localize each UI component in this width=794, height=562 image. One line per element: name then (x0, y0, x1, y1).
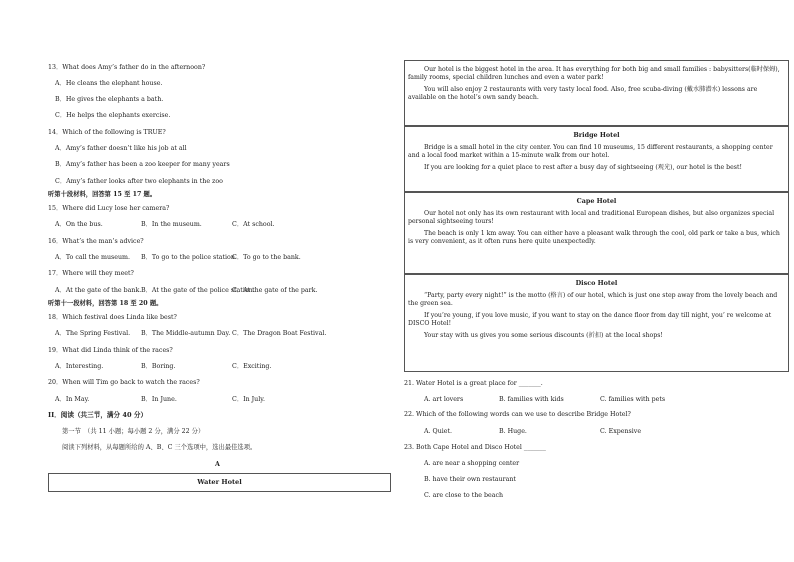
option-15a: A．On the bus. (55, 221, 103, 228)
water-hotel-box (404, 60, 789, 126)
bridge-hotel-paragraph-1: Bridge is a small hotel in the city center. You can find 10 museums, 15 different restaurants, a shopping center and a local food market within a 15-minute walk from our hotel. (408, 144, 773, 159)
option-20c: C．In July. (232, 396, 265, 403)
disco-hotel-box (404, 274, 789, 372)
question-14: 14．Which of the following is TRUE? (48, 129, 166, 136)
option-16a: A．To call the museum. (55, 254, 130, 261)
disco-hotel-title: Disco Hotel (575, 279, 618, 287)
question-21: 21. Water Hotel is a great place for _______. (404, 380, 543, 387)
option-17a: A．At the gate of the bank. (55, 287, 142, 294)
option-15c: C．At school. (232, 221, 275, 228)
option-20a: A．In May. (55, 396, 90, 403)
cape-hotel-paragraph-1: Our hotel not only has its own restaurant with local and traditional European dishes, but also organizes special personal sightseeing tours! (408, 210, 775, 225)
water-hotel-title: Water Hotel (197, 478, 242, 486)
option-23c: C. are close to the beach (424, 492, 504, 499)
option-16c: C．To go to the bank. (232, 254, 301, 261)
option-22c: C. Expensive (600, 428, 642, 435)
option-15b: B．In the museum. (141, 221, 202, 228)
option-18c: C．The Dragon Boat Festival. (232, 330, 327, 337)
option-22a: A. Quiet. (424, 428, 453, 435)
option-16b: B．To go to the police station. (141, 254, 237, 261)
cape-hotel-box (404, 192, 789, 274)
option-14c: C．Amy’s father looks after two elephants in the zoo (55, 178, 223, 185)
option-18a: A．The Spring Festival. (55, 330, 131, 337)
bridge-hotel-paragraph-2: If you are looking for a quiet place to rest after a busy day of sightseeing (观光), our hotel is the best! (424, 164, 742, 171)
question-23: 23. Both Cape Hotel and Disco Hotel _______ (404, 444, 546, 451)
option-13c: C．He helps the elephants exercise. (55, 112, 171, 119)
water-hotel-title-box (48, 473, 391, 492)
option-23b: B. have their own restaurant (424, 476, 516, 483)
disco-hotel-paragraph-2: If you’re young, if you love music, if you want to stay on the dance floor from day till night, you’ re welcome at DISCO Hotel! (408, 312, 772, 327)
option-13a: A．He cleans the elephant house. (55, 80, 163, 87)
option-22b: B. Huge. (499, 428, 527, 435)
option-14a: A．Amy’s father doesn’t like his job at all (55, 145, 187, 152)
water-hotel-paragraph-2: You will also enjoy 2 restaurants with very tasty local food. Also, free scuba-diving (戴水肺潜水) lessons are available on the hotel’s own sandy beach. (408, 86, 758, 101)
option-17c: C．At the gate of the park. (232, 287, 318, 294)
passage-label: A (215, 461, 220, 468)
cape-hotel-paragraph-2: The beach is only 1 km away. You can either have a pleasant walk through the cool, old park or take a bus, which is very convenient, as it often runs here quite unexpectedly. (408, 230, 780, 245)
disco-hotel-paragraph-3: Your stay with us gives you some serious discounts (折扣) at the local shops! (424, 332, 663, 339)
option-21b: B. families with kids (499, 396, 564, 403)
option-19b: B．Boring. (141, 363, 176, 370)
bridge-hotel-box (404, 126, 789, 192)
question-16: 16．What’s the man’s advice? (48, 238, 144, 245)
question-19: 19．What did Linda think of the races? (48, 347, 173, 354)
option-13b: B．He gives the elephants a bath. (55, 96, 164, 103)
question-13: 13．What does Amy’s father do in the afternoon? (48, 64, 206, 71)
question-22: 22. Which of the following words can we use to describe Bridge Hotel? (404, 411, 631, 418)
bridge-hotel-title: Bridge Hotel (573, 131, 620, 139)
section-reading-heading: II．阅读（共三节，满分 40 分） (48, 411, 148, 419)
part-one-heading: 第一节 （共 11 小题；每小题 2 分，满分 22 分） (62, 428, 205, 435)
question-15: 15．Where did Lucy lose her camera? (48, 205, 170, 212)
option-23a: A. are near a shopping center (424, 460, 520, 467)
water-hotel-paragraph-1: Our hotel is the biggest hotel in the area. It has everything for both big and small families : babysitters(临时保姆), family rooms, special children lunches and even a water park! (408, 66, 780, 81)
disco-hotel-paragraph-1: “Party, party every night!” is the motto (格言) of our hotel, which is just one step away from the lovely beach and the green sea. (408, 292, 778, 307)
option-21c: C. families with pets (600, 396, 666, 403)
option-19c: C．Exciting. (232, 363, 272, 370)
option-19a: A．Interesting. (55, 363, 104, 370)
option-18b: B．The Middle-autumn Day. (141, 330, 231, 337)
option-20b: B．In June. (141, 396, 177, 403)
question-18: 18．Which festival does Linda like best? (48, 314, 177, 321)
option-14b: B．Amy’s father has been a zoo keeper for many years (55, 161, 230, 168)
cape-hotel-title: Cape Hotel (576, 197, 617, 205)
instruction-15-17: 听第十段材料，回答第 15 至 17 题。 (48, 191, 157, 198)
part-one-instruction: 阅读下列材料，从每题所给的 A、B、C 三个选项中，选出最佳选项。 (62, 444, 257, 451)
question-20: 20．When will Tim go back to watch the races? (48, 379, 200, 386)
question-17: 17．Where will they meet? (48, 270, 134, 277)
option-17b: B．At the gate of the police station. (141, 287, 255, 294)
option-21a: A. art lovers (424, 396, 464, 403)
instruction-18-20: 听第十一段材料，回答第 18 至 20 题。 (48, 300, 163, 307)
